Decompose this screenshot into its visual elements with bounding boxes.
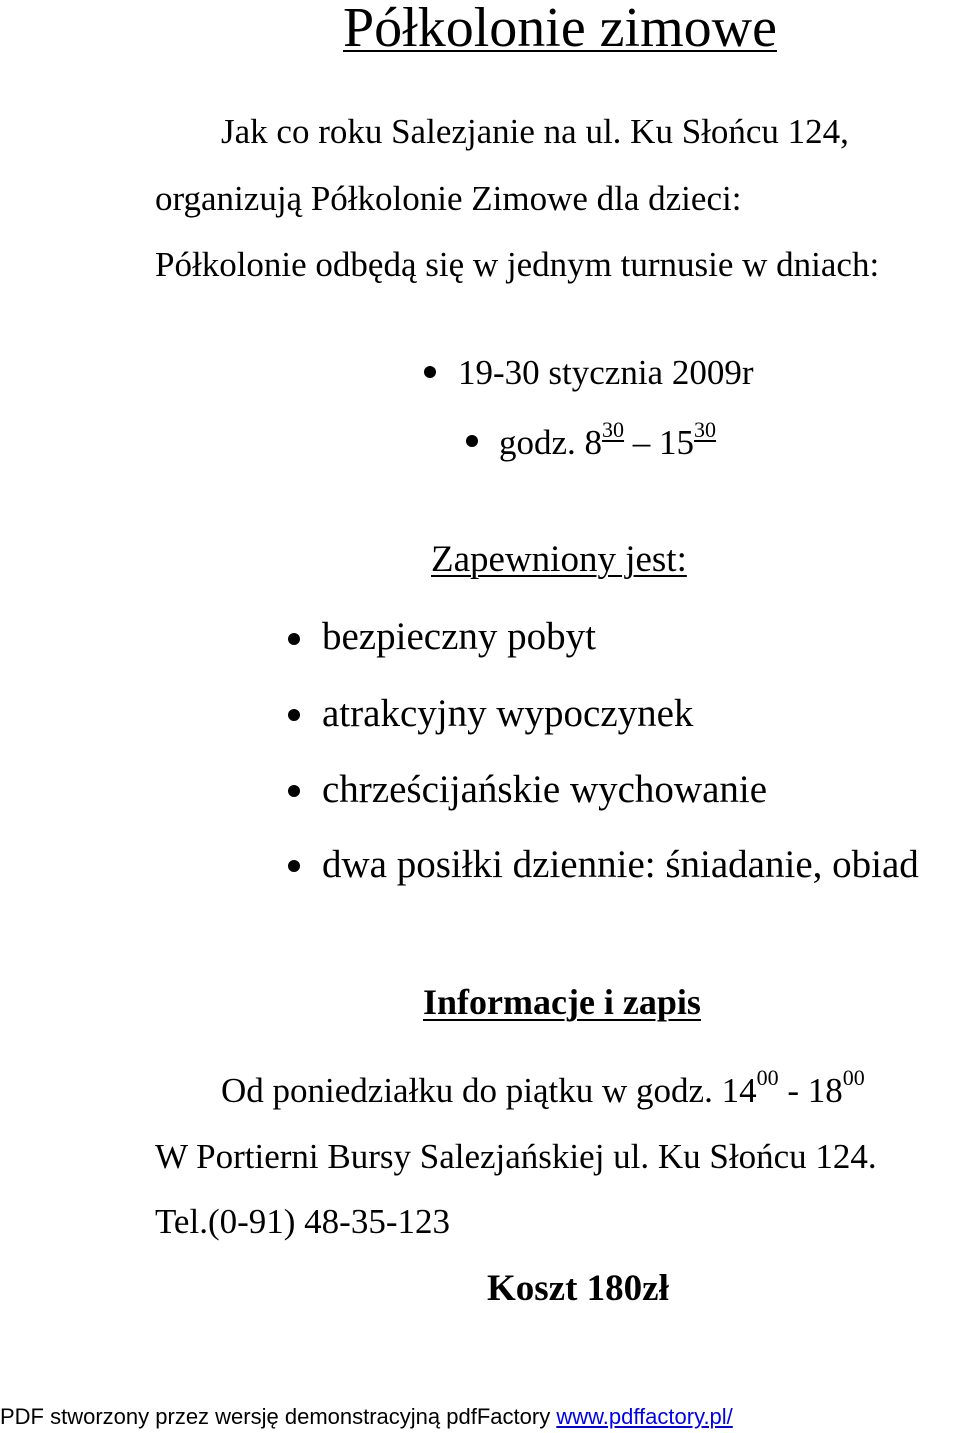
info-hours	[221, 1065, 865, 1115]
info-hours-mid: - 18	[778, 1071, 843, 1110]
footer-text: PDF stworzony przez wersję demonstracyjną pdfFactory	[0, 1404, 557, 1429]
page-title: Półkolonie zimowe	[343, 0, 777, 59]
bullet-icon	[424, 366, 436, 378]
provided-item: bezpieczny pobyt	[322, 615, 596, 658]
bullet-icon	[288, 633, 300, 645]
provided-item: atrakcyjny wypoczynek	[322, 692, 694, 735]
provided-item: chrześcijańskie wychowanie	[322, 768, 768, 811]
info-hours-prefix: Od poniedziałku do piątku w godz. 14	[221, 1071, 757, 1110]
intro-line-2: organizują Półkolonie Zimowe dla dzieci:	[155, 179, 742, 218]
info-phone: Tel.(0-91) 48-35-123	[155, 1202, 450, 1241]
hours-prefix: godz. 8	[499, 423, 603, 462]
hours-end-sup: 30	[694, 417, 717, 442]
intro-line-1: Jak co roku Salezjanie na ul. Ku Słońcu 124,	[221, 112, 849, 151]
intro-line-3: Półkolonie odbędą się w jednym turnusie w dniach:	[155, 245, 880, 284]
info-heading: Informacje i zapis	[423, 982, 701, 1022]
footer-note	[0, 1404, 733, 1430]
info-address: W Portierni Bursy Salezjańskiej ul. Ku Słońcu 124.	[155, 1137, 877, 1176]
bullet-icon	[466, 435, 478, 447]
info-hours-sup-2: 00	[842, 1065, 865, 1090]
info-hours-sup-1: 00	[756, 1065, 779, 1090]
bullet-icon	[288, 709, 300, 721]
footer-link[interactable]: www.pdffactory.pl/	[556, 1404, 733, 1429]
schedule-dates: 19-30 stycznia 2009r	[458, 353, 754, 392]
bullet-icon	[288, 785, 300, 797]
hours-start-sup: 30	[602, 417, 625, 442]
provided-item: dwa posiłki dziennie: śniadanie, obiad	[322, 843, 919, 886]
schedule-hours	[499, 417, 717, 467]
hours-dash: – 15	[624, 423, 695, 462]
bullet-icon	[288, 860, 300, 872]
cost-label: Koszt 180zł	[487, 1268, 669, 1309]
provided-heading: Zapewniony jest:	[431, 539, 687, 580]
